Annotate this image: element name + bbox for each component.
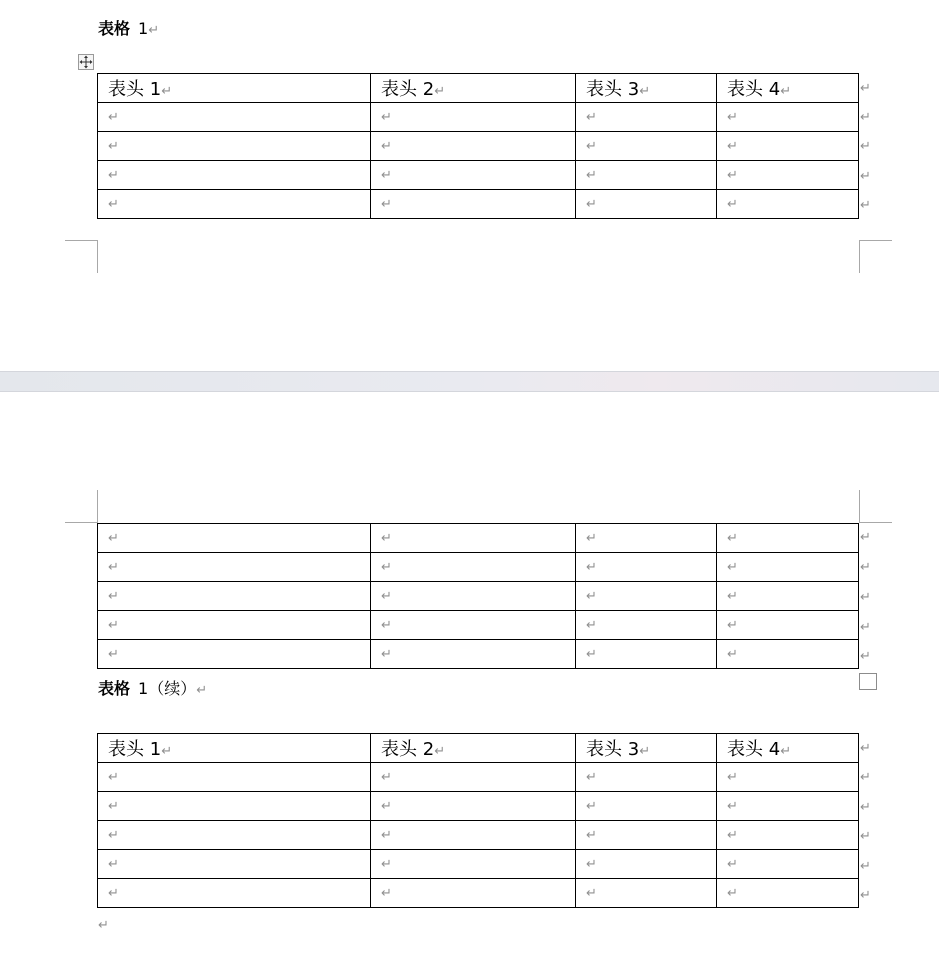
table-1-part-2 — [97, 523, 859, 669]
table-cell[interactable]: ↵ — [98, 821, 371, 850]
table-cell[interactable]: ↵ — [717, 821, 859, 850]
table-row — [98, 879, 859, 908]
table-cell[interactable]: ↵ — [371, 640, 576, 669]
table-cell[interactable]: ↵ — [371, 132, 576, 161]
table-cell[interactable]: ↵ — [98, 611, 371, 640]
paragraph-mark: ↵ — [148, 23, 160, 38]
table-cell[interactable]: ↵ — [576, 161, 717, 190]
table-cell[interactable]: ↵ — [371, 850, 576, 879]
table-cell[interactable]: ↵ — [576, 821, 717, 850]
table-caption-1 — [98, 19, 159, 41]
row-end-mark: ↵ — [860, 800, 871, 815]
row-end-mark: ↵ — [860, 590, 871, 605]
caption-number: 1 — [138, 19, 149, 38]
table-cell[interactable]: ↵ — [98, 640, 371, 669]
table-cell[interactable]: ↵ — [717, 553, 859, 582]
table-row — [98, 850, 859, 879]
header-cell[interactable]: 表头 2↵ — [371, 734, 576, 763]
table-cell[interactable]: ↵ — [576, 850, 717, 879]
table-row — [98, 611, 859, 640]
table-cell[interactable]: ↵ — [98, 582, 371, 611]
table-cell[interactable]: ↵ — [576, 582, 717, 611]
table-1-continued — [97, 733, 859, 908]
table-row — [98, 161, 859, 190]
table-cell[interactable]: ↵ — [717, 640, 859, 669]
table-cell[interactable]: ↵ — [371, 763, 576, 792]
row-end-mark: ↵ — [860, 770, 871, 785]
table-cell[interactable]: ↵ — [717, 582, 859, 611]
table-header-row — [98, 74, 859, 103]
row-end-mark: ↵ — [860, 530, 871, 545]
row-end-mark: ↵ — [860, 829, 871, 844]
table-cell[interactable]: ↵ — [371, 553, 576, 582]
table-cell[interactable]: ↵ — [717, 792, 859, 821]
crop-mark — [859, 240, 892, 273]
table-cell[interactable]: ↵ — [98, 190, 371, 219]
header-cell[interactable]: 表头 1↵ — [98, 74, 371, 103]
table-cell[interactable]: ↵ — [98, 161, 371, 190]
row-end-mark: ↵ — [860, 649, 871, 664]
row-end-mark: ↵ — [860, 741, 871, 756]
table-cell[interactable]: ↵ — [717, 850, 859, 879]
table-cell[interactable]: ↵ — [371, 879, 576, 908]
table-cell[interactable]: ↵ — [371, 792, 576, 821]
crop-mark — [859, 490, 892, 523]
table-row — [98, 763, 859, 792]
table-cell[interactable]: ↵ — [576, 132, 717, 161]
table-row — [98, 190, 859, 219]
table-row — [98, 132, 859, 161]
table-cell[interactable]: ↵ — [576, 763, 717, 792]
table-cell[interactable]: ↵ — [717, 879, 859, 908]
table-row — [98, 524, 859, 553]
caption-label: 表格 — [98, 679, 131, 698]
row-end-mark: ↵ — [860, 198, 871, 213]
table-cell[interactable]: ↵ — [371, 582, 576, 611]
row-end-mark: ↵ — [860, 81, 871, 96]
table-cell[interactable]: ↵ — [576, 879, 717, 908]
table-cell[interactable]: ↵ — [371, 524, 576, 553]
table-cell[interactable]: ↵ — [717, 161, 859, 190]
table-cell[interactable]: ↵ — [717, 103, 859, 132]
table-cell[interactable]: ↵ — [98, 524, 371, 553]
header-cell[interactable]: 表头 3↵ — [576, 734, 717, 763]
table-cell[interactable]: ↵ — [576, 611, 717, 640]
row-end-mark: ↵ — [860, 110, 871, 125]
table-cell[interactable]: ↵ — [371, 103, 576, 132]
caption-number: 1（续） — [138, 679, 197, 698]
table-cell[interactable]: ↵ — [717, 611, 859, 640]
paragraph-mark: ↵ — [98, 918, 109, 933]
table-1-part-1 — [97, 73, 859, 219]
table-cell[interactable]: ↵ — [371, 190, 576, 219]
table-cell[interactable]: ↵ — [576, 640, 717, 669]
table-cell[interactable]: ↵ — [98, 553, 371, 582]
header-cell[interactable]: 表头 4↵ — [717, 74, 859, 103]
table-cell[interactable]: ↵ — [98, 850, 371, 879]
table-cell[interactable]: ↵ — [98, 103, 371, 132]
table-cell[interactable]: ↵ — [98, 879, 371, 908]
table-cell[interactable]: ↵ — [98, 763, 371, 792]
table-cell[interactable]: ↵ — [98, 132, 371, 161]
table-cell[interactable]: ↵ — [717, 524, 859, 553]
table-cell[interactable]: ↵ — [371, 161, 576, 190]
table-cell[interactable]: ↵ — [576, 103, 717, 132]
table-row — [98, 103, 859, 132]
table-cell[interactable]: ↵ — [717, 763, 859, 792]
crop-mark — [65, 240, 98, 273]
header-cell[interactable]: 表头 4↵ — [717, 734, 859, 763]
table-header-row — [98, 734, 859, 763]
table-row — [98, 553, 859, 582]
row-end-mark: ↵ — [860, 169, 871, 184]
table-row — [98, 582, 859, 611]
table-row — [98, 640, 859, 669]
table-row — [98, 792, 859, 821]
row-end-mark: ↵ — [860, 560, 871, 575]
caption-label: 表格 — [98, 19, 131, 38]
table-cell[interactable]: ↵ — [717, 132, 859, 161]
page-separator — [0, 371, 939, 392]
row-end-mark: ↵ — [860, 620, 871, 635]
table-cell[interactable]: ↵ — [576, 792, 717, 821]
header-cell[interactable]: 表头 1↵ — [98, 734, 371, 763]
row-end-mark: ↵ — [860, 888, 871, 903]
table-cell[interactable]: ↵ — [371, 611, 576, 640]
table-cell[interactable]: ↵ — [98, 792, 371, 821]
crop-mark — [65, 490, 98, 523]
table-move-handle-icon[interactable] — [78, 54, 94, 70]
row-end-mark: ↵ — [860, 139, 871, 154]
table-row — [98, 821, 859, 850]
table-caption-continued — [98, 679, 207, 701]
table-cell[interactable]: ↵ — [717, 190, 859, 219]
table-cell[interactable]: ↵ — [576, 553, 717, 582]
header-cell[interactable]: 表头 2↵ — [371, 74, 576, 103]
table-cell[interactable]: ↵ — [576, 190, 717, 219]
table-cell[interactable]: ↵ — [576, 524, 717, 553]
paragraph-mark: ↵ — [196, 683, 208, 698]
header-cell[interactable]: 表头 3↵ — [576, 74, 717, 103]
row-end-mark: ↵ — [860, 859, 871, 874]
table-cell[interactable]: ↵ — [371, 821, 576, 850]
table-resize-handle-icon[interactable] — [859, 673, 877, 690]
